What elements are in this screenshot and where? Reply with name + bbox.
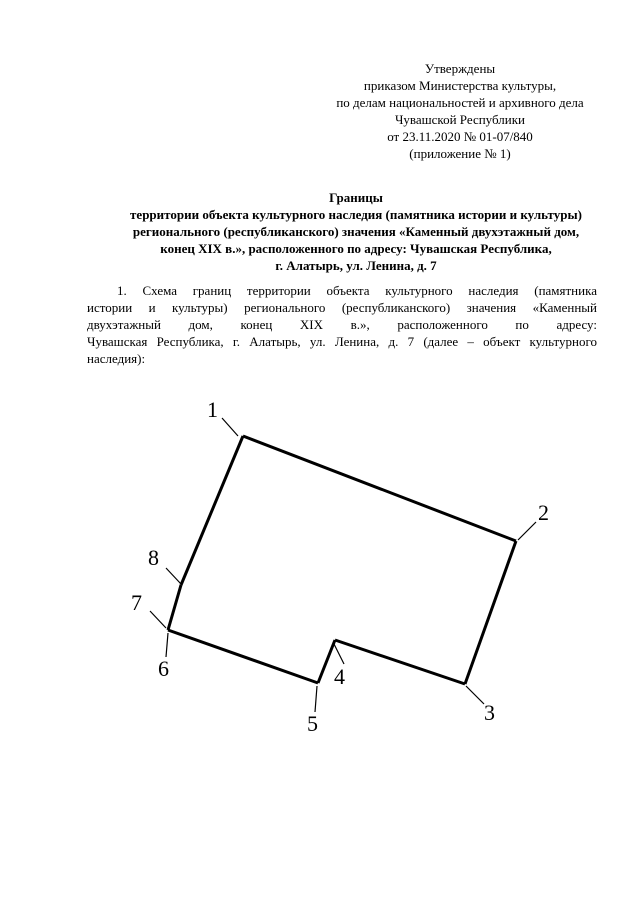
- leader-line-5: [315, 686, 317, 712]
- boundary-segment-8-1: [181, 436, 243, 585]
- title-line: конец XIX в.», расположенного по адресу: Чувашская Республика,: [160, 241, 552, 256]
- leader-line-7: [150, 611, 166, 628]
- approval-line: Утверждены: [424, 61, 496, 76]
- paragraph-line: истории и культуры) регионального (республиканского) значения «Каменный: [87, 300, 597, 315]
- leader-line-3: [466, 686, 484, 704]
- title-line: территории объекта культурного наследия (памятника истории и культуры): [130, 207, 582, 222]
- point-label-5: 5: [307, 711, 318, 736]
- paragraph-line: Чувашская Республика, г. Алатырь, ул. Ленина, д. 7 (далее – объект культурного: [87, 334, 597, 349]
- point-label-1: 1: [207, 397, 218, 422]
- title-line: г. Алатырь, ул. Ленина, д. 7: [275, 258, 437, 273]
- leader-line-1: [222, 418, 238, 436]
- boundary-segment-4-5: [318, 640, 335, 683]
- approval-line: приказом Министерства культуры,: [363, 78, 557, 93]
- boundary-segment-6-7: [168, 585, 181, 630]
- point-label-4: 4: [334, 664, 345, 689]
- point-label-2: 2: [538, 500, 549, 525]
- approval-line: Чувашской Республики: [394, 112, 526, 127]
- approval-line: от 23.11.2020 № 01-07/840: [387, 129, 533, 144]
- point-label-3: 3: [484, 700, 495, 725]
- point-label-7: 7: [131, 590, 142, 615]
- paragraph-line: двухэтажный дом, конец XIX в.», расположенного по адресу:: [87, 317, 597, 332]
- point-label-6: 6: [158, 656, 169, 681]
- leader-line-6: [166, 633, 168, 657]
- boundary-segment-5-6: [168, 630, 318, 683]
- title-line: регионального (республиканского) значения «Каменный двухэтажный дом,: [132, 224, 580, 239]
- boundary-segment-3-4: [335, 640, 465, 684]
- approval-line: по делам национальностей и архивного дела: [336, 95, 584, 110]
- paragraph-line: 1. Схема границ территории объекта культурного наследия (памятника: [117, 283, 597, 298]
- leader-line-8: [166, 568, 181, 584]
- boundary-segment-1-2: [243, 436, 516, 541]
- approval-line: (приложение № 1): [409, 146, 511, 161]
- title-line: Границы: [329, 190, 383, 205]
- leader-line-4: [333, 642, 344, 664]
- paragraph-line: наследия):: [87, 351, 146, 366]
- boundary-segment-2-3: [465, 541, 516, 684]
- point-label-8: 8: [148, 545, 159, 570]
- leader-line-2: [518, 522, 536, 540]
